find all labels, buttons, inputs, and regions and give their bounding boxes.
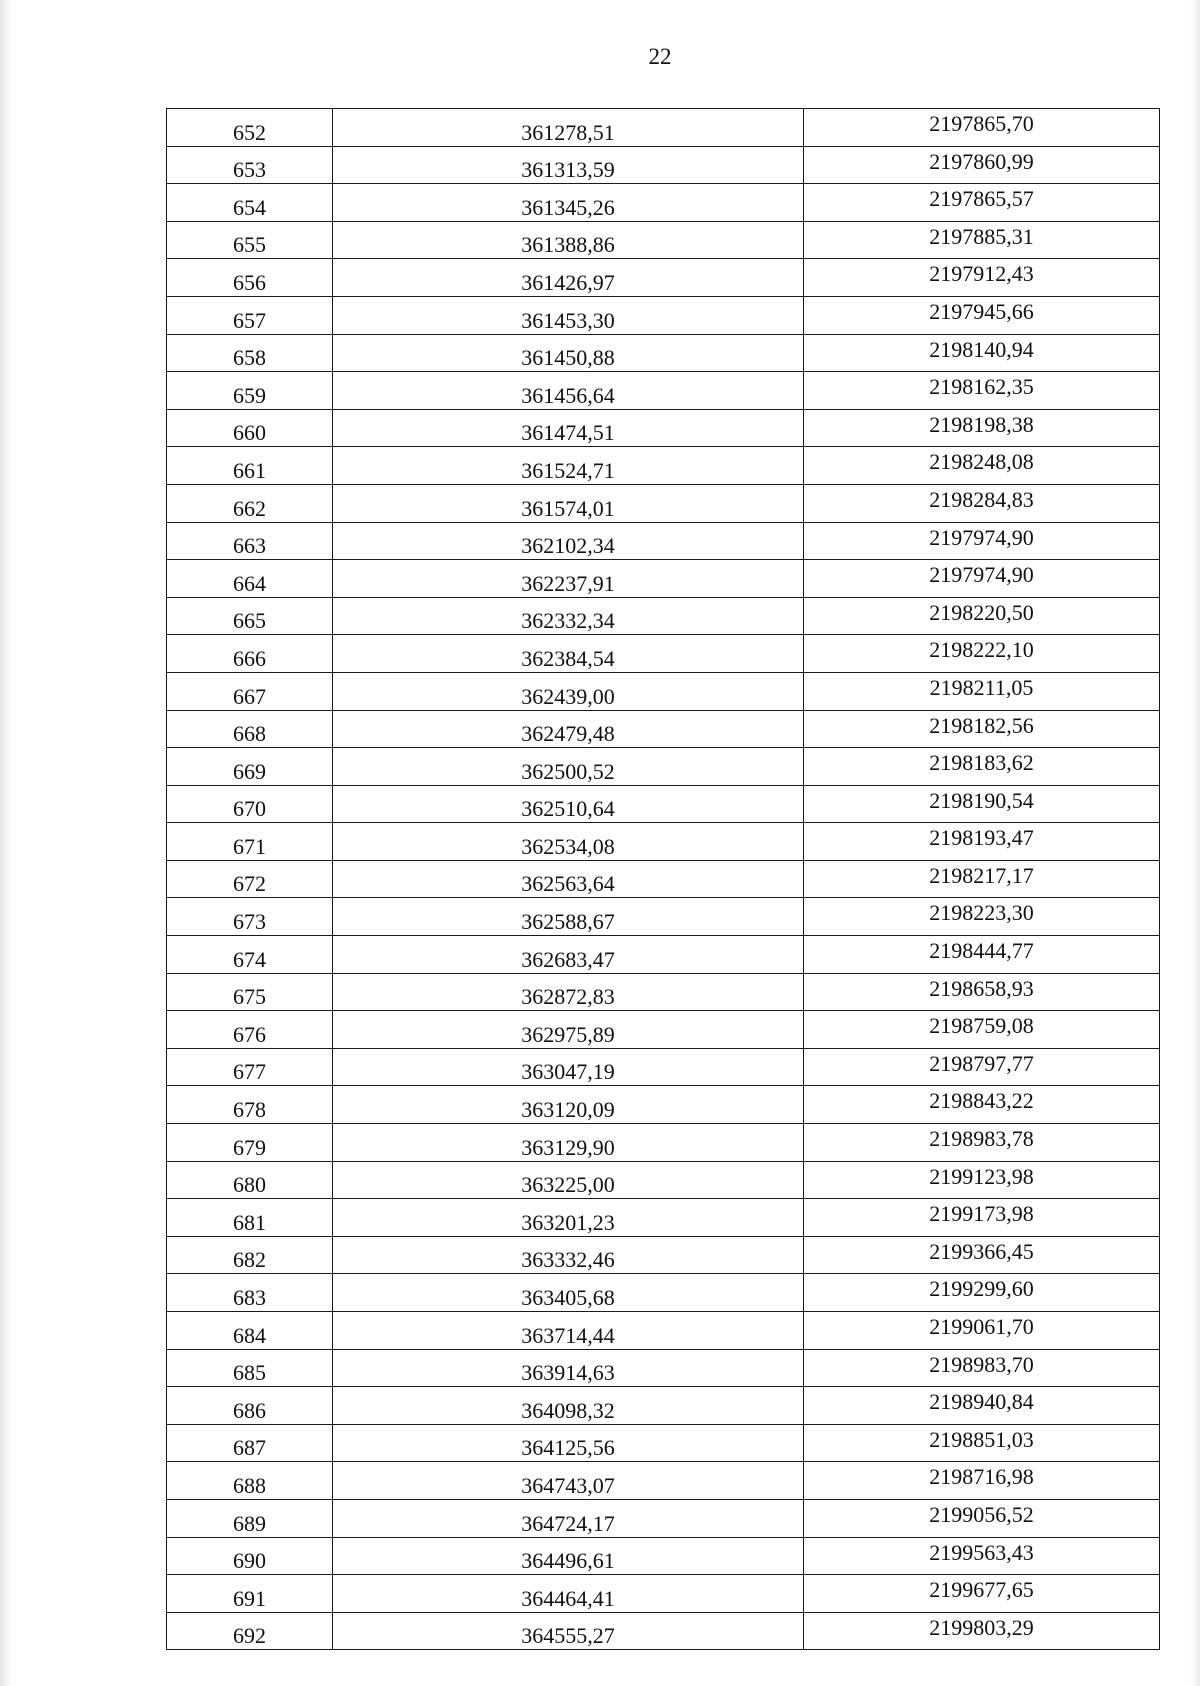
y-coordinate-cell: 2198983,78 (804, 1124, 1160, 1162)
point-number-cell: 689 (167, 1499, 333, 1537)
x-coordinate-cell: 363405,68 (333, 1274, 804, 1312)
y-coordinate-cell: 2198222,10 (804, 635, 1160, 673)
y-coordinate-cell: 2198162,35 (804, 372, 1160, 410)
y-coordinate-cell: 2199299,60 (804, 1274, 1160, 1312)
table-row (167, 1124, 1160, 1162)
point-number-cell: 691 (167, 1575, 333, 1613)
y-coordinate-cell: 2197860,99 (804, 146, 1160, 184)
table-row (167, 635, 1160, 673)
table-row (167, 1199, 1160, 1237)
x-coordinate-cell: 364464,41 (333, 1575, 804, 1613)
scan-edge-left (0, 0, 14, 1686)
point-number-cell: 680 (167, 1161, 333, 1199)
x-coordinate-cell: 362332,34 (333, 597, 804, 635)
table-row (167, 560, 1160, 598)
point-number-cell: 684 (167, 1312, 333, 1350)
table-row (167, 1274, 1160, 1312)
point-number-cell: 665 (167, 597, 333, 635)
y-coordinate-cell: 2199123,98 (804, 1161, 1160, 1199)
y-coordinate-cell: 2199061,70 (804, 1312, 1160, 1350)
table-row (167, 1424, 1160, 1462)
x-coordinate-cell: 363332,46 (333, 1236, 804, 1274)
point-number-cell: 654 (167, 184, 333, 222)
table-row (167, 748, 1160, 786)
table-row (167, 447, 1160, 485)
x-coordinate-cell: 361450,88 (333, 334, 804, 372)
x-coordinate-cell: 363201,23 (333, 1199, 804, 1237)
table-row (167, 409, 1160, 447)
point-number-cell: 675 (167, 973, 333, 1011)
y-coordinate-cell: 2198284,83 (804, 484, 1160, 522)
y-coordinate-cell: 2198220,50 (804, 597, 1160, 635)
table-row (167, 334, 1160, 372)
y-coordinate-cell: 2198248,08 (804, 447, 1160, 485)
table-row (167, 1537, 1160, 1575)
point-number-cell: 655 (167, 221, 333, 259)
y-coordinate-cell: 2198217,17 (804, 860, 1160, 898)
point-number-cell: 687 (167, 1424, 333, 1462)
x-coordinate-cell: 364496,61 (333, 1537, 804, 1575)
point-number-cell: 674 (167, 936, 333, 974)
table-row (167, 372, 1160, 410)
table-row (167, 1312, 1160, 1350)
y-coordinate-cell: 2197974,90 (804, 560, 1160, 598)
y-coordinate-cell: 2198190,54 (804, 785, 1160, 823)
x-coordinate-cell: 364555,27 (333, 1612, 804, 1650)
table-row (167, 296, 1160, 334)
table-row (167, 1499, 1160, 1537)
point-number-cell: 673 (167, 898, 333, 936)
y-coordinate-cell: 2198759,08 (804, 1011, 1160, 1049)
y-coordinate-cell: 2198211,05 (804, 672, 1160, 710)
point-number-cell: 670 (167, 785, 333, 823)
table-row (167, 109, 1160, 147)
point-number-cell: 664 (167, 560, 333, 598)
x-coordinate-cell: 361426,97 (333, 259, 804, 297)
table-row (167, 1048, 1160, 1086)
x-coordinate-cell: 361313,59 (333, 146, 804, 184)
y-coordinate-cell: 2198140,94 (804, 334, 1160, 372)
table-row (167, 898, 1160, 936)
y-coordinate-cell: 2198198,38 (804, 409, 1160, 447)
x-coordinate-cell: 364125,56 (333, 1424, 804, 1462)
y-coordinate-cell: 2197974,90 (804, 522, 1160, 560)
y-coordinate-cell: 2198843,22 (804, 1086, 1160, 1124)
y-coordinate-cell: 2199677,65 (804, 1575, 1160, 1613)
point-number-cell: 666 (167, 635, 333, 673)
y-coordinate-cell: 2199803,29 (804, 1612, 1160, 1650)
x-coordinate-cell: 362872,83 (333, 973, 804, 1011)
y-coordinate-cell: 2199173,98 (804, 1199, 1160, 1237)
x-coordinate-cell: 362534,08 (333, 823, 804, 861)
x-coordinate-cell: 362479,48 (333, 710, 804, 748)
point-number-cell: 682 (167, 1236, 333, 1274)
coordinates-table (166, 108, 1160, 1650)
y-coordinate-cell: 2197912,43 (804, 259, 1160, 297)
x-coordinate-cell: 364098,32 (333, 1387, 804, 1425)
x-coordinate-cell: 362237,91 (333, 560, 804, 598)
point-number-cell: 676 (167, 1011, 333, 1049)
point-number-cell: 679 (167, 1124, 333, 1162)
y-coordinate-cell: 2198716,98 (804, 1462, 1160, 1500)
y-coordinate-cell: 2198182,56 (804, 710, 1160, 748)
point-number-cell: 668 (167, 710, 333, 748)
x-coordinate-cell: 362683,47 (333, 936, 804, 974)
x-coordinate-cell: 363714,44 (333, 1312, 804, 1350)
point-number-cell: 656 (167, 259, 333, 297)
point-number-cell: 658 (167, 334, 333, 372)
point-number-cell: 688 (167, 1462, 333, 1500)
x-coordinate-cell: 362439,00 (333, 672, 804, 710)
x-coordinate-cell: 361388,86 (333, 221, 804, 259)
x-coordinate-cell: 363047,19 (333, 1048, 804, 1086)
point-number-cell: 659 (167, 372, 333, 410)
point-number-cell: 663 (167, 522, 333, 560)
table-row (167, 184, 1160, 222)
page-number: 22 (648, 44, 672, 69)
table-row (167, 1612, 1160, 1650)
y-coordinate-cell: 2197865,57 (804, 184, 1160, 222)
point-number-cell: 662 (167, 484, 333, 522)
point-number-cell: 672 (167, 860, 333, 898)
y-coordinate-cell: 2198183,62 (804, 748, 1160, 786)
y-coordinate-cell: 2199563,43 (804, 1537, 1160, 1575)
point-number-cell: 685 (167, 1349, 333, 1387)
table-row (167, 1462, 1160, 1500)
x-coordinate-cell: 362975,89 (333, 1011, 804, 1049)
point-number-cell: 669 (167, 748, 333, 786)
x-coordinate-cell: 364743,07 (333, 1462, 804, 1500)
y-coordinate-cell: 2198658,93 (804, 973, 1160, 1011)
point-number-cell: 681 (167, 1199, 333, 1237)
x-coordinate-cell: 364724,17 (333, 1499, 804, 1537)
y-coordinate-cell: 2199366,45 (804, 1236, 1160, 1274)
table-row (167, 823, 1160, 861)
scan-edge-right (1190, 0, 1200, 1686)
point-number-cell: 653 (167, 146, 333, 184)
y-coordinate-cell: 2197885,31 (804, 221, 1160, 259)
x-coordinate-cell: 361453,30 (333, 296, 804, 334)
point-number-cell: 692 (167, 1612, 333, 1650)
table-row (167, 1011, 1160, 1049)
y-coordinate-cell: 2197945,66 (804, 296, 1160, 334)
point-number-cell: 671 (167, 823, 333, 861)
x-coordinate-cell: 363914,63 (333, 1349, 804, 1387)
x-coordinate-cell: 362510,64 (333, 785, 804, 823)
y-coordinate-cell: 2198851,03 (804, 1424, 1160, 1462)
table-row (167, 484, 1160, 522)
point-number-cell: 660 (167, 409, 333, 447)
point-number-cell: 690 (167, 1537, 333, 1575)
table-row (167, 860, 1160, 898)
x-coordinate-cell: 363120,09 (333, 1086, 804, 1124)
table-row (167, 597, 1160, 635)
y-coordinate-cell: 2198223,30 (804, 898, 1160, 936)
table-row (167, 522, 1160, 560)
y-coordinate-cell: 2197865,70 (804, 109, 1160, 147)
table-row (167, 259, 1160, 297)
table-row (167, 1236, 1160, 1274)
table-row (167, 710, 1160, 748)
x-coordinate-cell: 361345,26 (333, 184, 804, 222)
point-number-cell: 657 (167, 296, 333, 334)
y-coordinate-cell: 2198193,47 (804, 823, 1160, 861)
x-coordinate-cell: 361474,51 (333, 409, 804, 447)
table-row (167, 785, 1160, 823)
table-row (167, 221, 1160, 259)
point-number-cell: 652 (167, 109, 333, 147)
x-coordinate-cell: 361574,01 (333, 484, 804, 522)
x-coordinate-cell: 361278,51 (333, 109, 804, 147)
y-coordinate-cell: 2198940,84 (804, 1387, 1160, 1425)
x-coordinate-cell: 362102,34 (333, 522, 804, 560)
table-row (167, 146, 1160, 184)
point-number-cell: 667 (167, 672, 333, 710)
table-row (167, 1387, 1160, 1425)
x-coordinate-cell: 361456,64 (333, 372, 804, 410)
table-row (167, 936, 1160, 974)
y-coordinate-cell: 2198444,77 (804, 936, 1160, 974)
x-coordinate-cell: 363225,00 (333, 1161, 804, 1199)
y-coordinate-cell: 2198797,77 (804, 1048, 1160, 1086)
x-coordinate-cell: 362500,52 (333, 748, 804, 786)
point-number-cell: 683 (167, 1274, 333, 1312)
coordinates-table-body (167, 109, 1160, 1650)
point-number-cell: 677 (167, 1048, 333, 1086)
x-coordinate-cell: 361524,71 (333, 447, 804, 485)
point-number-cell: 678 (167, 1086, 333, 1124)
point-number-cell: 661 (167, 447, 333, 485)
table-row (167, 1349, 1160, 1387)
table-row (167, 1575, 1160, 1613)
table-row (167, 672, 1160, 710)
point-number-cell: 686 (167, 1387, 333, 1425)
y-coordinate-cell: 2199056,52 (804, 1499, 1160, 1537)
table-row (167, 1161, 1160, 1199)
x-coordinate-cell: 362563,64 (333, 860, 804, 898)
table-row (167, 1086, 1160, 1124)
x-coordinate-cell: 362384,54 (333, 635, 804, 673)
table-row (167, 973, 1160, 1011)
x-coordinate-cell: 363129,90 (333, 1124, 804, 1162)
y-coordinate-cell: 2198983,70 (804, 1349, 1160, 1387)
x-coordinate-cell: 362588,67 (333, 898, 804, 936)
